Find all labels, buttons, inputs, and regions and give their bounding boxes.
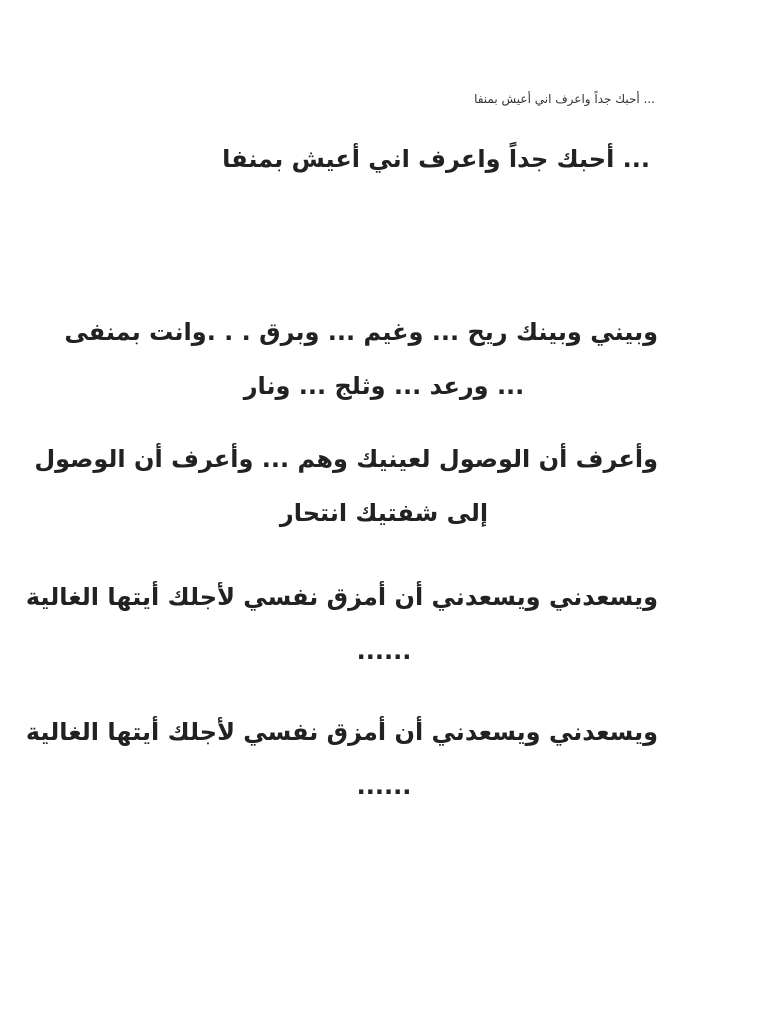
stanza-2 xyxy=(34,432,658,540)
stanza-3 xyxy=(25,570,658,678)
stanza-3-line-1: ويسعدني ويسعدني أن أمزق نفسي لأجلك أيتها الغالية xyxy=(25,583,658,611)
stanza-4-line-1: ويسعدني ويسعدني أن أمزق نفسي لأجلك أيتها الغالية xyxy=(25,718,658,746)
stanza-1-line-2: ... ورعد ... وثلج ... ونار xyxy=(243,372,525,400)
stanza-2-line-2: إلى شفتيك انتحار xyxy=(279,499,489,527)
stanza-1 xyxy=(64,305,658,413)
stanza-3-line-2: ...... xyxy=(356,637,412,665)
stanza-4 xyxy=(25,705,658,813)
page-header-text: ... أحبك جداً واعرف اني أعيش بمنفا xyxy=(474,92,655,106)
stanza-4-line-2: ...... xyxy=(356,772,412,800)
stanza-2-line-1: وأعرف أن الوصول لعينيك وهم ... وأعرف أن الوصول xyxy=(34,445,658,473)
stanza-1-line-1: وبيني وبينك ريح ... وغيم ... وبرق . . .وانت بمنفى xyxy=(64,318,658,346)
poem-title: ... أحبك جداً واعرف اني أعيش بمنفا xyxy=(222,145,650,173)
